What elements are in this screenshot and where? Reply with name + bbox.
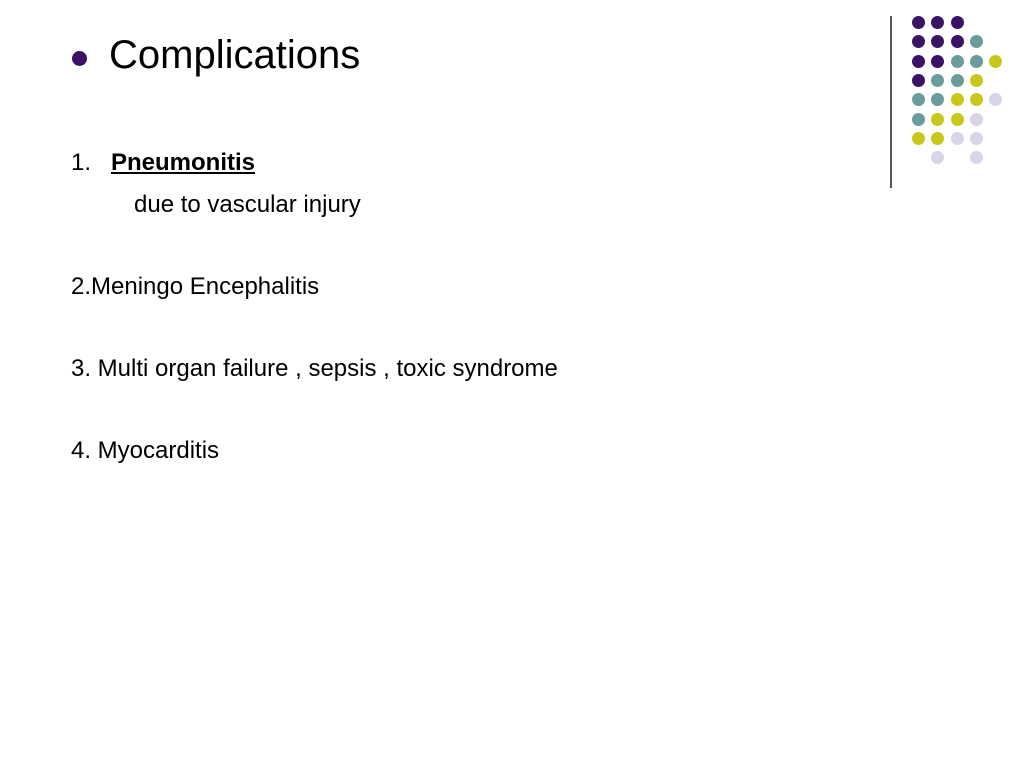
decorative-dot <box>931 93 944 106</box>
decorative-dot <box>970 93 983 106</box>
decorative-dot <box>989 93 1002 106</box>
decorative-dot <box>951 74 964 87</box>
list-item-1 <box>71 148 255 178</box>
list-item-1-detail: due to vascular injury <box>134 191 361 218</box>
decorative-dot <box>989 55 1002 68</box>
decorative-dot <box>931 74 944 87</box>
slide-title: Complications <box>109 33 361 77</box>
decorative-dot <box>970 132 983 145</box>
decorative-dot <box>970 55 983 68</box>
list-item-2: 2.Meningo Encephalitis <box>71 273 320 300</box>
decorative-dot <box>912 35 925 48</box>
decorative-dot <box>970 151 983 164</box>
decorative-dot <box>931 16 944 29</box>
decorative-dot <box>912 55 925 68</box>
decorative-dot <box>951 93 964 106</box>
bullet-icon <box>72 51 87 66</box>
decorative-dot <box>951 132 964 145</box>
decorative-dot <box>912 93 925 106</box>
vertical-divider <box>890 16 892 188</box>
list-item-4: 4. Myocarditis <box>71 437 220 464</box>
decorative-dot <box>912 113 925 126</box>
decorative-dot <box>970 113 983 126</box>
decorative-dot <box>951 113 964 126</box>
decorative-dot <box>931 35 944 48</box>
list-item-number: 1. <box>71 149 92 176</box>
decorative-dot <box>912 74 925 87</box>
decorative-dot <box>970 74 983 87</box>
decorative-dot <box>931 113 944 126</box>
decorative-dot <box>931 151 944 164</box>
decorative-dot <box>931 132 944 145</box>
decorative-dot <box>951 16 964 29</box>
decorative-dot <box>951 55 964 68</box>
decorative-dot <box>951 35 964 48</box>
decorative-dot <box>912 16 925 29</box>
decorative-dot <box>912 132 925 145</box>
list-item-3: 3. Multi organ failure , sepsis , toxic syndrome <box>71 355 558 382</box>
decorative-dot <box>970 35 983 48</box>
list-item-term: Pneumonitis <box>111 149 256 176</box>
decorative-dot <box>931 55 944 68</box>
